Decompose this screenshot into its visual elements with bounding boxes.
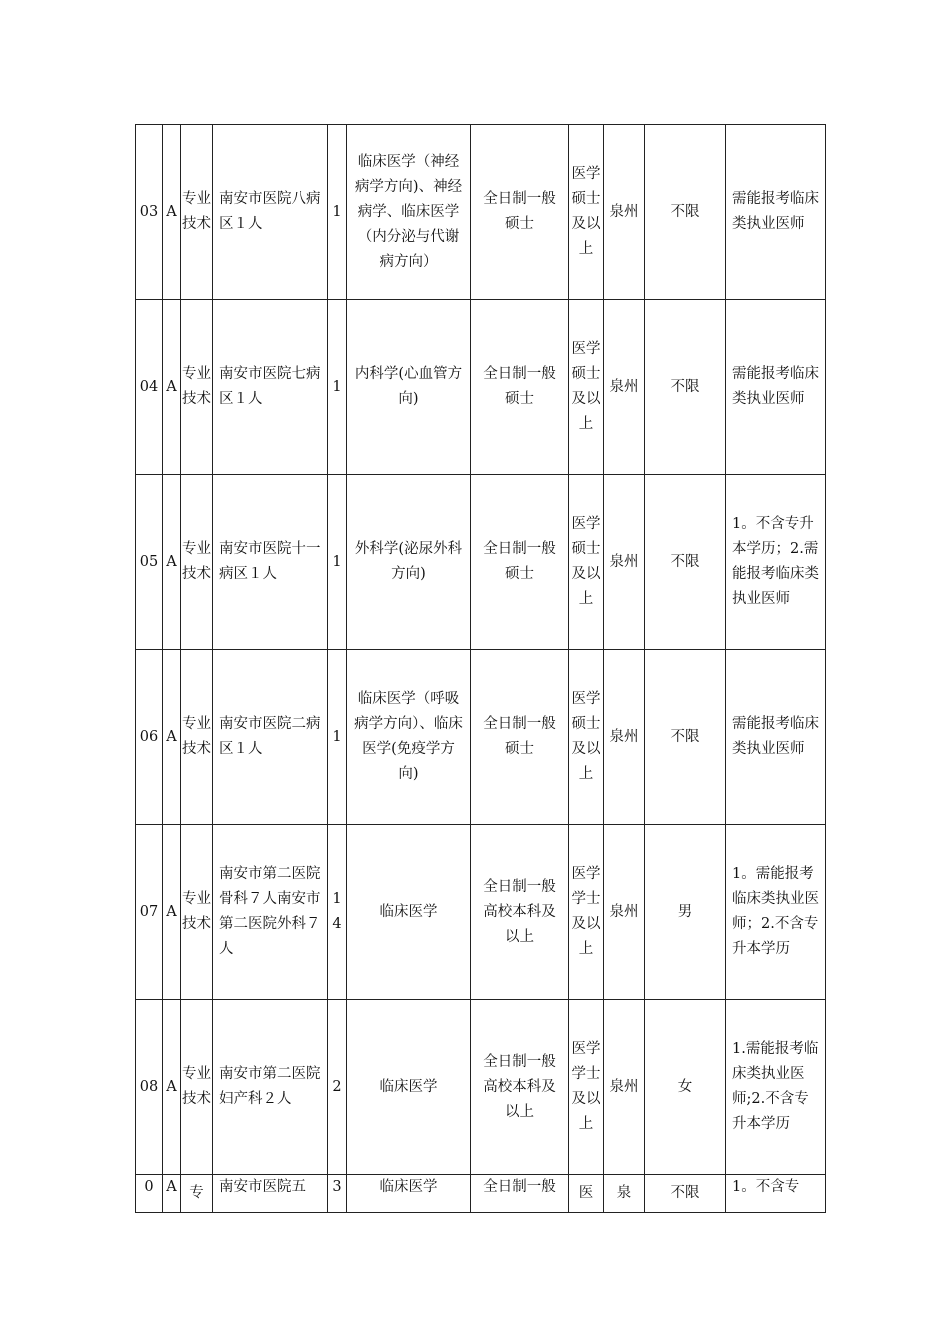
hiring-count: 3 bbox=[328, 1175, 347, 1213]
position-number: 04 bbox=[136, 300, 163, 475]
degree-requirement: 医学硕士及以上 bbox=[569, 300, 604, 475]
position-class: A bbox=[163, 825, 181, 1000]
position-class: A bbox=[163, 1175, 181, 1213]
remarks: 需能报考临床类执业医师 bbox=[726, 125, 826, 300]
major-requirement: 临床医学 bbox=[347, 825, 471, 1000]
table-row bbox=[136, 1000, 826, 1175]
table-row bbox=[136, 125, 826, 300]
position-type: 专 bbox=[181, 1175, 213, 1213]
position-number: 05 bbox=[136, 475, 163, 650]
location: 泉 bbox=[604, 1175, 645, 1213]
position-number: 0 bbox=[136, 1175, 163, 1213]
hiring-count: 1 bbox=[328, 300, 347, 475]
major-requirement: 临床医学（呼吸病学方向）、临床医学(免疫学方向) bbox=[347, 650, 471, 825]
major-requirement: 内科学(心血管方向) bbox=[347, 300, 471, 475]
hiring-unit: 南安市医院八病区１人 bbox=[213, 125, 328, 300]
position-class: A bbox=[163, 300, 181, 475]
education-requirement: 全日制一般硕士 bbox=[471, 475, 569, 650]
hiring-unit: 南安市医院七病区１人 bbox=[213, 300, 328, 475]
location: 泉州 bbox=[604, 650, 645, 825]
degree-requirement: 医 bbox=[569, 1175, 604, 1213]
position-type: 专业技术 bbox=[181, 650, 213, 825]
table-row bbox=[136, 1175, 826, 1213]
gender-requirement: 不限 bbox=[645, 300, 726, 475]
position-type: 专业技术 bbox=[181, 475, 213, 650]
education-requirement: 全日制一般硕士 bbox=[471, 300, 569, 475]
education-requirement: 全日制一般硕士 bbox=[471, 125, 569, 300]
hiring-count: 2 bbox=[328, 1000, 347, 1175]
position-number: 03 bbox=[136, 125, 163, 300]
remarks: 1。需能报考临床类执业医师；2.不含专升本学历 bbox=[726, 825, 826, 1000]
table-row bbox=[136, 825, 826, 1000]
table-row bbox=[136, 300, 826, 475]
major-requirement: 临床医学 bbox=[347, 1175, 471, 1213]
hiring-unit: 南安市医院二病区１人 bbox=[213, 650, 328, 825]
hiring-unit: 南安市医院五 bbox=[213, 1175, 328, 1213]
gender-requirement: 不限 bbox=[645, 650, 726, 825]
gender-requirement: 不限 bbox=[645, 1175, 726, 1213]
major-requirement: 临床医学 bbox=[347, 1000, 471, 1175]
education-requirement: 全日制一般高校本科及以上 bbox=[471, 825, 569, 1000]
position-number: 07 bbox=[136, 825, 163, 1000]
location: 泉州 bbox=[604, 1000, 645, 1175]
remarks: 1.需能报考临床类执业医师;2.不含专升本学历 bbox=[726, 1000, 826, 1175]
location: 泉州 bbox=[604, 300, 645, 475]
hiring-count: 1 bbox=[328, 125, 347, 300]
gender-requirement: 男 bbox=[645, 825, 726, 1000]
table-row bbox=[136, 650, 826, 825]
degree-requirement: 医学学士及以上 bbox=[569, 825, 604, 1000]
position-class: A bbox=[163, 475, 181, 650]
degree-requirement: 医学硕士及以上 bbox=[569, 475, 604, 650]
position-class: A bbox=[163, 125, 181, 300]
hiring-unit: 南安市医院十一病区１人 bbox=[213, 475, 328, 650]
position-class: A bbox=[163, 650, 181, 825]
education-requirement: 全日制一般高校本科及以上 bbox=[471, 1000, 569, 1175]
location: 泉州 bbox=[604, 475, 645, 650]
gender-requirement: 不限 bbox=[645, 475, 726, 650]
hiring-count: 1 bbox=[328, 475, 347, 650]
hiring-unit: 南安市第二医院妇产科２人 bbox=[213, 1000, 328, 1175]
position-type: 专业技术 bbox=[181, 125, 213, 300]
education-requirement: 全日制一般 bbox=[471, 1175, 569, 1213]
remarks: 1。不含专升本学历；2.需能报考临床类执业医师 bbox=[726, 475, 826, 650]
positions-table bbox=[135, 124, 826, 1213]
table-row bbox=[136, 475, 826, 650]
hiring-unit: 南安市第二医院骨科７人南安市第二医院外科７人 bbox=[213, 825, 328, 1000]
position-type: 专业技术 bbox=[181, 300, 213, 475]
position-type: 专业技术 bbox=[181, 1000, 213, 1175]
major-requirement: 外科学(泌尿外科方向) bbox=[347, 475, 471, 650]
position-type: 专业技术 bbox=[181, 825, 213, 1000]
hiring-count: 1 bbox=[328, 650, 347, 825]
position-number: 06 bbox=[136, 650, 163, 825]
major-requirement: 临床医学（神经病学方向)、神经病学、临床医学（内分泌与代谢病方向） bbox=[347, 125, 471, 300]
education-requirement: 全日制一般硕士 bbox=[471, 650, 569, 825]
position-number: 08 bbox=[136, 1000, 163, 1175]
position-class: A bbox=[163, 1000, 181, 1175]
gender-requirement: 女 bbox=[645, 1000, 726, 1175]
hiring-count: 14 bbox=[328, 825, 347, 1000]
degree-requirement: 医学硕士及以上 bbox=[569, 650, 604, 825]
remarks: 需能报考临床类执业医师 bbox=[726, 300, 826, 475]
gender-requirement: 不限 bbox=[645, 125, 726, 300]
location: 泉州 bbox=[604, 825, 645, 1000]
degree-requirement: 医学硕士及以上 bbox=[569, 125, 604, 300]
remarks: 1。不含专 bbox=[726, 1175, 826, 1213]
location: 泉州 bbox=[604, 125, 645, 300]
remarks: 需能报考临床类执业医师 bbox=[726, 650, 826, 825]
degree-requirement: 医学学士及以上 bbox=[569, 1000, 604, 1175]
